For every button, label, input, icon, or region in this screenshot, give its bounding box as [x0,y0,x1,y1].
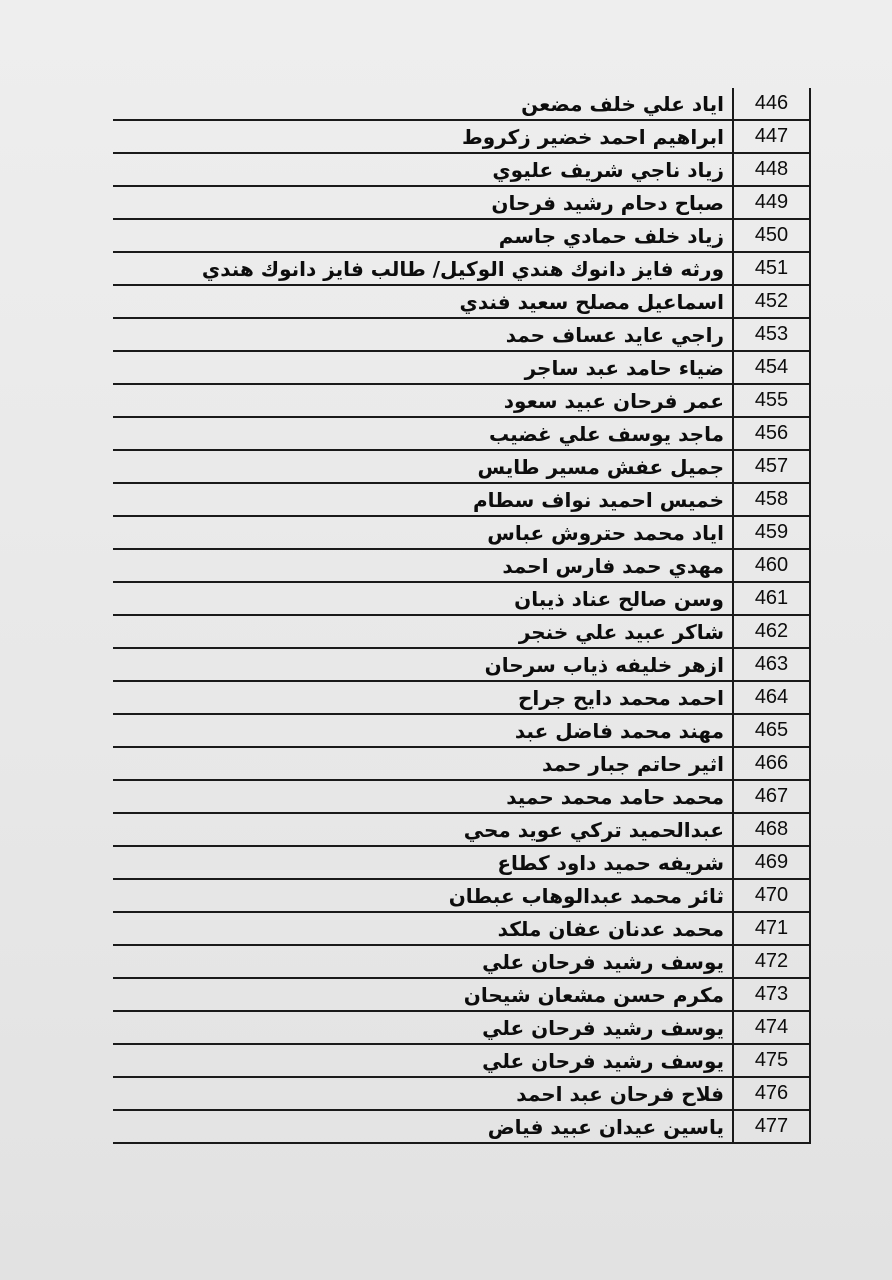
row-number-cell: 451 [733,252,810,285]
row-number-cell: 463 [733,648,810,681]
row-number-cell: 471 [733,912,810,945]
table-row [113,120,810,153]
person-name-cell: فلاح فرحان عبد احمد [113,1077,733,1110]
table-row [113,780,810,813]
table-row [113,615,810,648]
table-row [113,879,810,912]
row-number-cell: 472 [733,945,810,978]
table-row [113,417,810,450]
table-row [113,549,810,582]
row-number-cell: 446 [733,88,810,120]
table-row [113,88,810,120]
row-number-cell: 460 [733,549,810,582]
row-number-cell: 453 [733,318,810,351]
table-row [113,384,810,417]
person-name-cell: احمد محمد دايح جراح [113,681,733,714]
table-row [113,351,810,384]
row-number-cell: 477 [733,1110,810,1143]
table-row [113,450,810,483]
row-number-cell: 466 [733,747,810,780]
table-row [113,912,810,945]
person-name-cell: محمد حامد محمد حميد [113,780,733,813]
person-name-cell: محمد عدنان عفان ملكد [113,912,733,945]
table-row [113,285,810,318]
person-name-cell: اياد محمد حتروش عباس [113,516,733,549]
person-name-cell: ازهر خليفه ذياب سرحان [113,648,733,681]
table-row [113,1077,810,1110]
table-row [113,648,810,681]
person-name-cell: ثائر محمد عبدالوهاب عبطان [113,879,733,912]
row-number-cell: 473 [733,978,810,1011]
row-number-cell: 465 [733,714,810,747]
table-row [113,582,810,615]
table-row [113,1110,810,1143]
row-number-cell: 476 [733,1077,810,1110]
row-number-cell: 455 [733,384,810,417]
person-name-cell: صباح دحام رشيد فرحان [113,186,733,219]
table-row [113,747,810,780]
person-name-cell: عبدالحميد تركي عويد محي [113,813,733,846]
row-number-cell: 458 [733,483,810,516]
row-number-cell: 469 [733,846,810,879]
table-row [113,516,810,549]
person-name-cell: زياد ناجي شريف عليوي [113,153,733,186]
row-number-cell: 454 [733,351,810,384]
table-row [113,252,810,285]
row-number-cell: 475 [733,1044,810,1077]
person-name-cell: شريفه حميد داود كطاع [113,846,733,879]
person-name-cell: جميل عفش مسير طايس [113,450,733,483]
person-name-cell: اياد علي خلف مضعن [113,88,733,120]
table-row [113,714,810,747]
person-name-cell: عمر فرحان عبيد سعود [113,384,733,417]
table-row [113,153,810,186]
row-number-cell: 457 [733,450,810,483]
person-name-cell: يوسف رشيد فرحان علي [113,945,733,978]
table-row [113,1011,810,1044]
row-number-cell: 449 [733,186,810,219]
row-number-cell: 459 [733,516,810,549]
person-name-cell: ابراهيم احمد خضير زكروط [113,120,733,153]
table-row [113,681,810,714]
table-row [113,186,810,219]
person-name-cell: يوسف رشيد فرحان علي [113,1011,733,1044]
names-table [113,88,811,1144]
row-number-cell: 474 [733,1011,810,1044]
person-name-cell: ماجد يوسف علي غضيب [113,417,733,450]
row-number-cell: 467 [733,780,810,813]
person-name-cell: اسماعيل مصلح سعيد فندي [113,285,733,318]
person-name-cell: مكرم حسن مشعان شيحان [113,978,733,1011]
row-number-cell: 461 [733,582,810,615]
person-name-cell: زياد خلف حمادي جاسم [113,219,733,252]
person-name-cell: يوسف رشيد فرحان علي [113,1044,733,1077]
row-number-cell: 462 [733,615,810,648]
person-name-cell: مهدي حمد فارس احمد [113,549,733,582]
row-number-cell: 468 [733,813,810,846]
person-name-cell: شاكر عبيد علي خنجر [113,615,733,648]
person-name-cell: راجي عايد عساف حمد [113,318,733,351]
person-name-cell: ياسين عيدان عبيد فياض [113,1110,733,1143]
table-row [113,945,810,978]
person-name-cell: ورثه فايز دانوك هندي الوكيل/ طالب فايز دانوك هندي [113,252,733,285]
table-row [113,318,810,351]
table-row [113,219,810,252]
person-name-cell: ضياء حامد عبد ساجر [113,351,733,384]
person-name-cell: وسن صالح عناد ذيبان [113,582,733,615]
table-row [113,978,810,1011]
names-table-body [113,88,810,1143]
row-number-cell: 448 [733,153,810,186]
person-name-cell: اثير حاتم جبار حمد [113,747,733,780]
table-row [113,813,810,846]
table-row [113,1044,810,1077]
row-number-cell: 470 [733,879,810,912]
person-name-cell: مهند محمد فاضل عبد [113,714,733,747]
row-number-cell: 452 [733,285,810,318]
row-number-cell: 464 [733,681,810,714]
table-row [113,846,810,879]
row-number-cell: 450 [733,219,810,252]
person-name-cell: خميس احميد نواف سطام [113,483,733,516]
table-row [113,483,810,516]
row-number-cell: 456 [733,417,810,450]
row-number-cell: 447 [733,120,810,153]
